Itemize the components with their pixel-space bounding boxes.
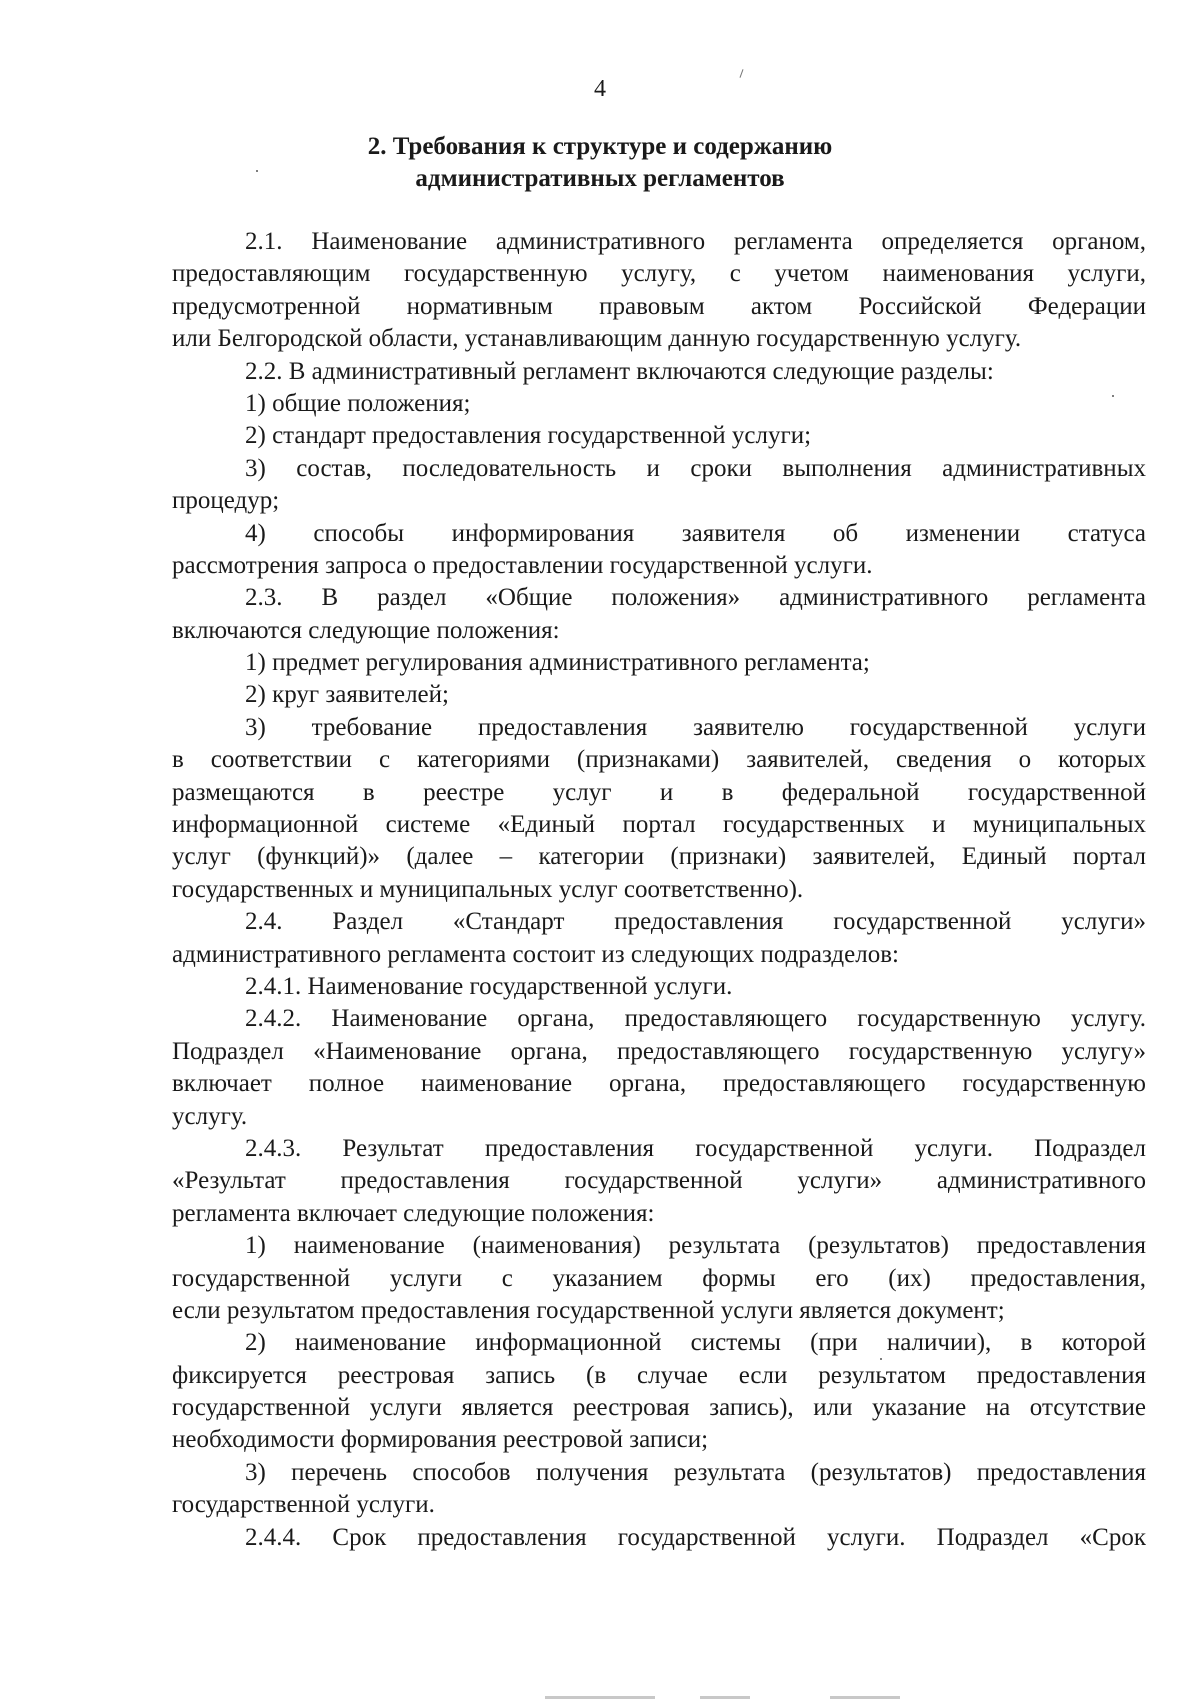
paragraph-line: 2) круг заявителей; bbox=[245, 681, 449, 709]
paragraph-line: процедур; bbox=[172, 487, 280, 515]
heading-line-2: административных регламентов bbox=[415, 165, 785, 192]
paragraph-line: 1) наименование (наименования) результата (результатов) предоставления bbox=[245, 1232, 1146, 1260]
paragraph-line: размещаются в реестре услуг и в федеральной государственной bbox=[172, 778, 1146, 806]
paragraph-line: информационной системе «Единый портал государственных и муниципальных bbox=[172, 811, 1146, 839]
document-body bbox=[172, 226, 1146, 1554]
paragraph-line: 2.1. Наименование административного регламента определяется органом, bbox=[245, 228, 1146, 255]
paragraph bbox=[172, 518, 1146, 583]
paragraph-line: услугу. bbox=[172, 1102, 248, 1130]
paragraph-line: «Результат предоставления государственной услуги» административного bbox=[172, 1167, 1146, 1195]
paragraph-line: государственной услуги является реестровая запись), или указание на отсутствие bbox=[172, 1394, 1146, 1422]
paragraph-line: или Белгородской области, устанавливающим данную государственную услугу. bbox=[172, 325, 1022, 353]
scan-artifact bbox=[880, 1358, 882, 1360]
paragraph-line: 2.4.1. Наименование государственной услуги. bbox=[245, 972, 733, 1000]
paragraph-line: фиксируется реестровая запись (в случае если результатом предоставления bbox=[172, 1361, 1146, 1389]
paragraph-line: 3) требование предоставления заявителю государственной услуги bbox=[245, 713, 1146, 741]
paragraph-line: 3) состав, последовательность и сроки выполнения административных bbox=[245, 454, 1146, 482]
paragraph bbox=[172, 971, 1146, 1003]
paragraph-line: регламента включает следующие положения: bbox=[172, 1199, 655, 1227]
paragraph-line: 2.4.4. Срок предоставления государственной услуги. Подраздел «Срок bbox=[245, 1523, 1146, 1551]
paragraph-line: 1) предмет регулирования административного регламента; bbox=[245, 649, 870, 677]
paragraph bbox=[172, 1133, 1146, 1230]
paragraph-line: если результатом предоставления государственной услуги является документ; bbox=[172, 1296, 1005, 1324]
paragraph-line: необходимости формирования реестровой записи; bbox=[172, 1426, 709, 1454]
paragraph-line: 4) способы информирования заявителя об изменении статуса bbox=[245, 519, 1146, 547]
paragraph-line: государственных и муниципальных услуг соответственно). bbox=[172, 875, 804, 903]
scan-artifact bbox=[545, 1696, 655, 1699]
paragraph-line: включаются следующие положения: bbox=[172, 616, 560, 644]
heading-line-1: 2. Требования к структуре и содержанию bbox=[367, 133, 833, 160]
paragraph-line: предоставляющим государственную услугу, с учетом наименования услуги, bbox=[172, 260, 1146, 288]
paragraph bbox=[172, 226, 1146, 356]
section-heading bbox=[0, 131, 1200, 195]
paragraph-line: 2.2. В административный регламент включаются следующие разделы: bbox=[245, 357, 994, 385]
paragraph bbox=[172, 356, 1146, 388]
paragraph-line: 1) общие положения; bbox=[245, 389, 471, 417]
paragraph bbox=[172, 1230, 1146, 1327]
paragraph-line: 2.4. Раздел «Стандарт предоставления государственной услуги» bbox=[245, 908, 1146, 936]
scan-artifact bbox=[700, 1696, 750, 1699]
paragraph bbox=[172, 1522, 1146, 1554]
paragraph bbox=[172, 582, 1146, 647]
paragraph bbox=[172, 1327, 1146, 1457]
paragraph-line: Подраздел «Наименование органа, предоставляющего государственную услугу» bbox=[172, 1037, 1146, 1065]
paragraph-line: в соответствии с категориями (признаками) заявителей, сведения о которых bbox=[172, 746, 1146, 774]
paragraph bbox=[172, 679, 1146, 711]
paragraph-line: рассмотрения запроса о предоставлении государственной услуги. bbox=[172, 551, 873, 579]
paragraph-line: 2.3. В раздел «Общие положения» административного регламента bbox=[245, 584, 1146, 612]
paragraph bbox=[172, 1457, 1146, 1522]
scan-artifact bbox=[830, 1696, 900, 1699]
page-number: 4 bbox=[594, 76, 606, 102]
paragraph-line: услуг (функций)» (далее – категории (признаки) заявителей, Единый портал bbox=[172, 843, 1146, 871]
paragraph bbox=[172, 420, 1146, 452]
paragraph-line: государственной услуги с указанием формы его (их) предоставления, bbox=[172, 1264, 1146, 1292]
paragraph-line: административного регламента состоит из следующих подразделов: bbox=[172, 940, 899, 968]
paragraph bbox=[172, 647, 1146, 679]
paragraph bbox=[172, 712, 1146, 906]
paragraph bbox=[172, 388, 1146, 420]
paragraph bbox=[172, 906, 1146, 971]
paragraph-line: 3) перечень способов получения результата (результатов) предоставления bbox=[245, 1458, 1146, 1486]
paragraph-line: 2) наименование информационной системы (при наличии), в которой bbox=[245, 1329, 1146, 1357]
paragraph-line: государственной услуги. bbox=[172, 1491, 435, 1519]
scan-artifact bbox=[1112, 395, 1114, 397]
scan-artifact bbox=[256, 170, 258, 172]
paragraph bbox=[172, 453, 1146, 518]
paragraph-line: включает полное наименование органа, предоставляющего государственную bbox=[172, 1070, 1146, 1098]
paragraph-line: 2.4.2. Наименование органа, предоставляющего государственную услугу. bbox=[245, 1005, 1146, 1033]
paragraph-line: 2.4.3. Результат предоставления государственной услуги. Подраздел bbox=[245, 1134, 1146, 1162]
paragraph-line: 2) стандарт предоставления государственной услуги; bbox=[245, 422, 812, 450]
paragraph-line: предусмотренной нормативным правовым актом Российской Федерации bbox=[172, 292, 1146, 320]
paragraph bbox=[172, 1003, 1146, 1133]
